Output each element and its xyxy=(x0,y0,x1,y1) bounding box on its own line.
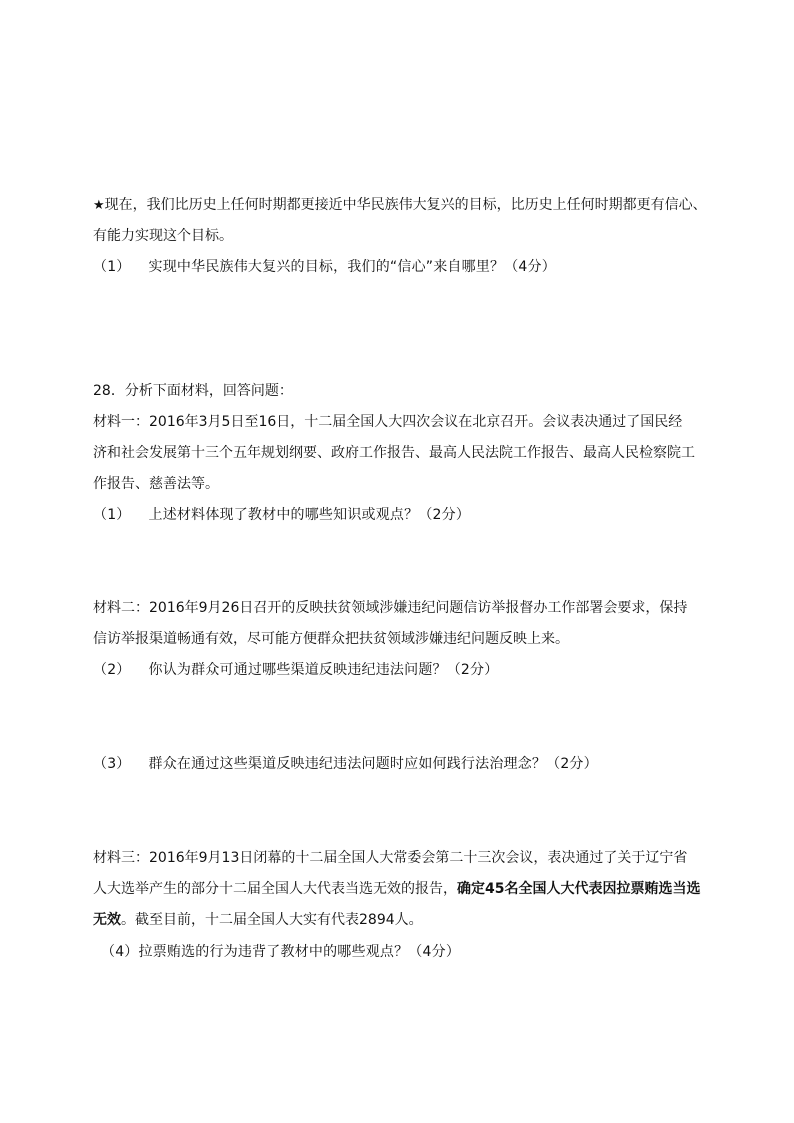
star-intro-text-1: 现在，我们比历史上任何时期都更接近中华民族伟大复兴的目标，比历史上任何时期都更有信心、 xyxy=(104,197,707,213)
material-1-line-2: 济和社会发展第十三个五年规划纲要、政府工作报告、最高人民法院工作报告、最高人民检察院工 xyxy=(93,445,695,461)
question-text: 你认为群众可通过哪些渠道反映违纪违法问题？（2分） xyxy=(148,662,499,678)
material-1-line-1: 材料一：2016年3月5日至16日，十二届全国人大四次会议在北京召开。会议表决通过了国民经 xyxy=(93,414,683,430)
material-2-line-1: 材料二：2016年9月26日召开的反映扶贫领域涉嫌违纪问题信访举报督办工作部署会要求，保持 xyxy=(93,600,688,616)
star-question-1 xyxy=(93,257,706,277)
material-3-line-3 xyxy=(93,910,706,930)
material-3-line-2 xyxy=(93,879,706,899)
star-intro-line-2: 有能力实现这个目标。 xyxy=(93,228,233,244)
material-2-question-3 xyxy=(93,754,706,774)
question-number: （1） xyxy=(93,507,131,523)
question-number: （1） xyxy=(93,259,131,275)
material-3-emphasis: 确定45名全国人大代表因拉票贿选当选 xyxy=(457,881,701,897)
question-text: 实现中华民族伟大复兴的目标，我们的“信心”来自哪里？（4分） xyxy=(148,259,556,275)
star-icon: ★ xyxy=(93,198,105,213)
material-1-line-3: 作报告、慈善法等。 xyxy=(93,476,219,492)
question-number: （2） xyxy=(93,662,131,678)
star-intro-line-1 xyxy=(93,195,706,216)
question-text: 群众在通过这些渠道反映违纪违法问题时应如何践行法治理念？（2分） xyxy=(148,756,598,772)
material-2-question-2 xyxy=(93,660,706,680)
material-2-line-2: 信访举报渠道畅通有效，尽可能方便群众把扶贫领域涉嫌违纪问题反映上来。 xyxy=(93,631,569,647)
material-3-line-1: 材料三：2016年9月13日闭幕的十二届全国人大常委会第二十三次会议，表决通过了关于辽宁省 xyxy=(93,850,688,866)
material-1-question-1 xyxy=(93,505,706,525)
material-3-emphasis: 无效 xyxy=(93,912,121,928)
question-number: （3） xyxy=(93,756,131,772)
question-text: 上述材料体现了教材中的哪些知识或观点？（2分） xyxy=(148,507,471,523)
material-3-text: 人大选举产生的部分十二届全国人大代表当选无效的报告， xyxy=(93,881,457,897)
question-28-header: 28．分析下面材料，回答问题： xyxy=(93,383,293,399)
material-3-question-4: （4）拉票贿选的行为违背了教材中的哪些观点？（4分） xyxy=(101,944,461,960)
material-3-text: 。截至目前，十二届全国人大实有代表2894人。 xyxy=(121,912,423,928)
